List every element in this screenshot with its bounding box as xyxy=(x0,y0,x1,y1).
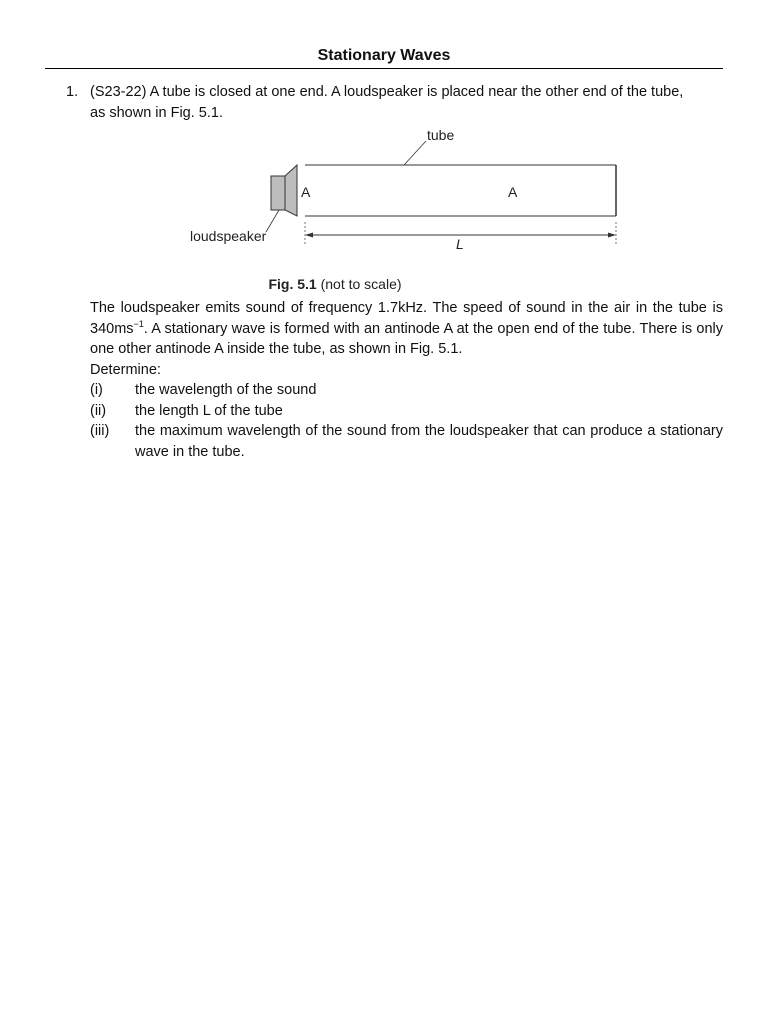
figure-caption xyxy=(180,276,490,292)
tube-diagram xyxy=(180,122,640,272)
loudspeaker-body xyxy=(271,176,285,210)
length-arrow-left xyxy=(305,233,313,238)
part-iii xyxy=(90,421,723,462)
part-text: the maximum wavelength of the sound from the loudspeaker that can produce a stationary wave in the tube. xyxy=(135,423,723,460)
part-number: (i) xyxy=(90,382,103,398)
antinode-open-label: A xyxy=(301,184,311,200)
determine-label: Determine: xyxy=(90,361,161,378)
question-number: 1. xyxy=(66,84,79,100)
length-arrow-right xyxy=(608,233,616,238)
part-number: (iii) xyxy=(90,423,110,439)
question-1 xyxy=(66,82,723,123)
description-rest: . A stationary wave is formed with an antinode A at the open end of the tube. There is only one other antinode A inside the tube, as shown in Fig. 5.1. xyxy=(90,320,723,357)
loudspeaker-cone xyxy=(285,165,297,216)
question-intro-line-2: as shown in Fig. 5.1. xyxy=(90,104,223,121)
loudspeaker-label: loudspeaker xyxy=(190,228,267,244)
speed-value: 340ms xyxy=(90,320,134,337)
part-text: the length L of the tube xyxy=(135,402,283,419)
title-divider xyxy=(45,68,723,69)
tube-leader-line xyxy=(404,141,426,165)
speed-unit-exponent: −1 xyxy=(133,318,144,329)
figure-5-1 xyxy=(180,122,640,294)
loudspeaker-leader-line xyxy=(266,210,279,232)
question-intro xyxy=(90,82,723,123)
question-intro-line-1: (S23-22) A tube is closed at one end. A loudspeaker is placed near the other end of the tube, xyxy=(90,84,684,100)
page-title: Stationary Waves xyxy=(317,47,451,64)
tube-label: tube xyxy=(427,127,455,143)
part-ii xyxy=(90,401,723,422)
length-label: L xyxy=(456,236,464,252)
question-parts xyxy=(90,380,723,462)
description-line-1: The loudspeaker emits sound of frequency 1.7kHz. The speed of sound in the air in the tube is xyxy=(90,300,723,316)
part-text: the wavelength of the sound xyxy=(135,382,317,398)
figure-caption-number: Fig. 5.1 xyxy=(268,276,317,292)
question-description xyxy=(90,298,723,380)
part-number: (ii) xyxy=(90,402,107,419)
part-i xyxy=(90,380,723,401)
antinode-inside-label: A xyxy=(508,184,518,200)
figure-caption-note: (not to scale) xyxy=(316,276,402,292)
